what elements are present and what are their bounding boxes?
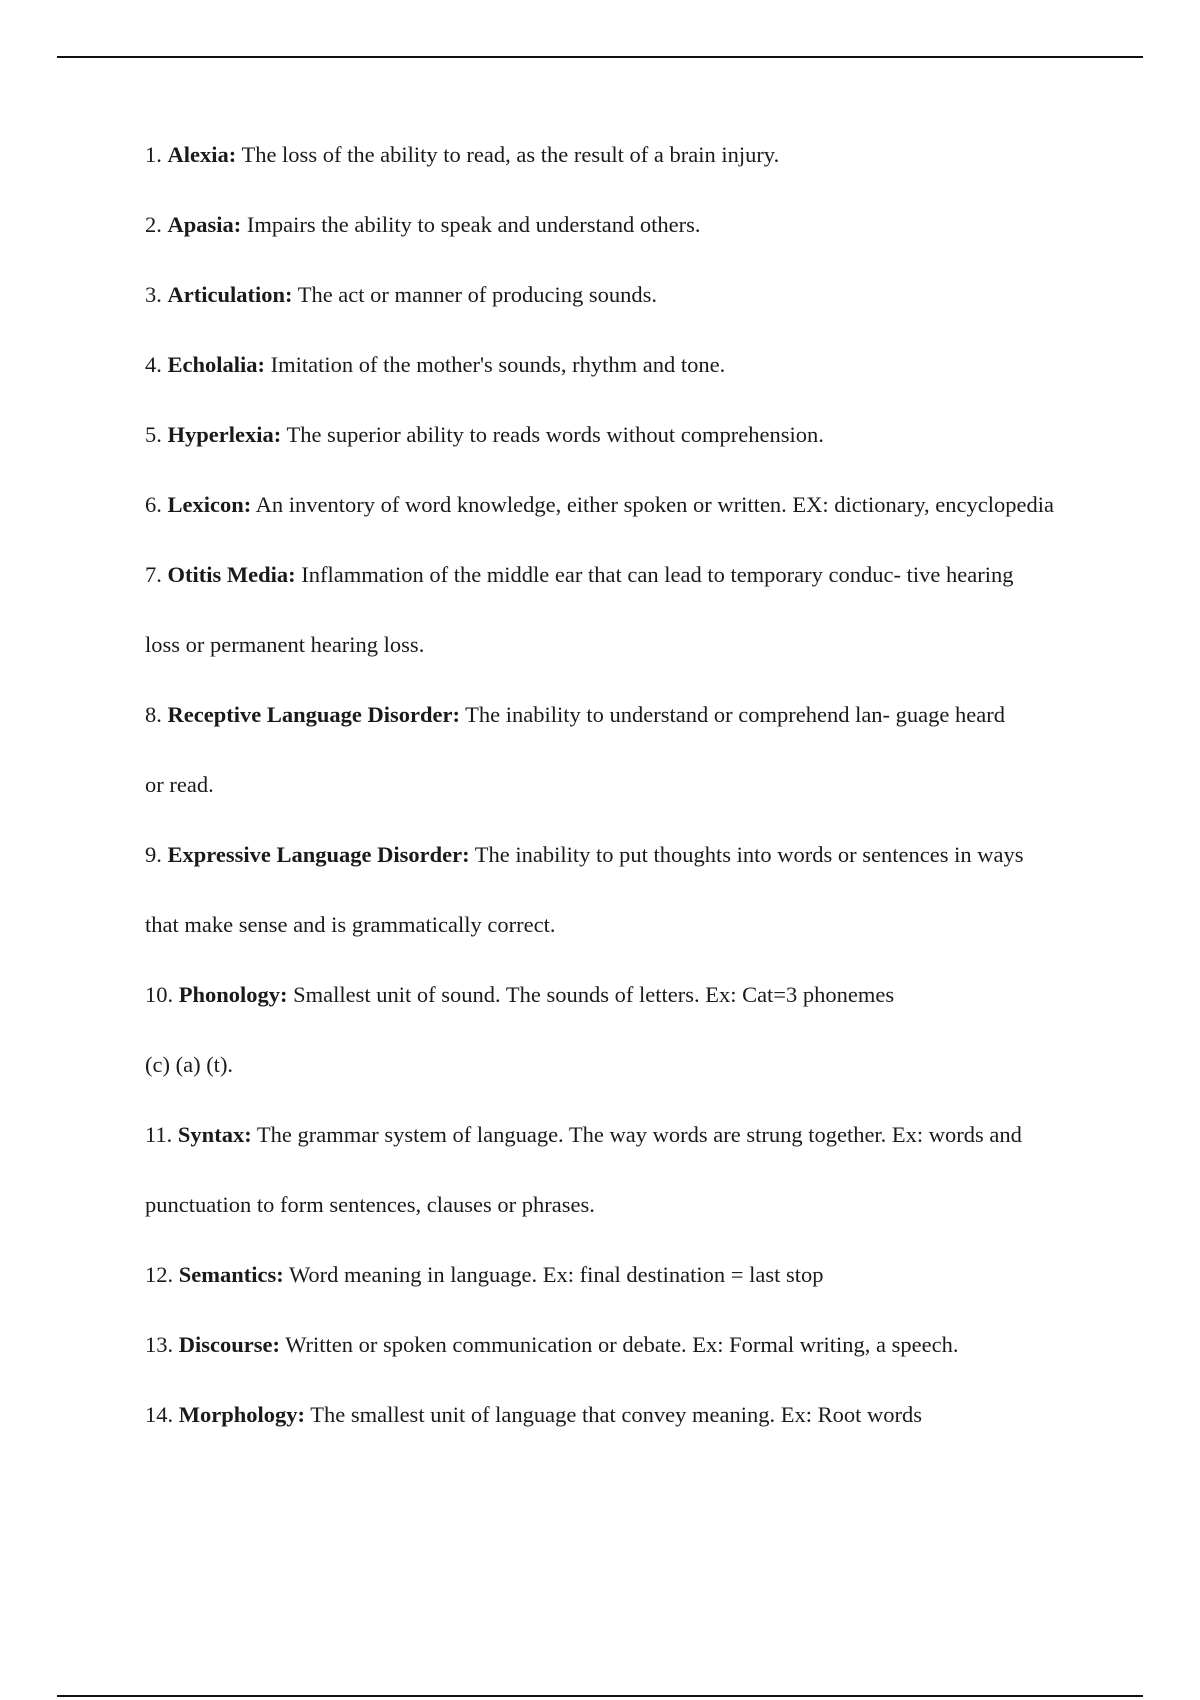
list-item	[145, 558, 1105, 628]
item-continuation: loss or permanent hearing loss.	[145, 632, 425, 657]
item-continuation: that make sense and is grammatically correct.	[145, 912, 556, 937]
item-definition: Word meaning in language. Ex: final destination = last stop	[283, 1262, 824, 1287]
item-definition: The grammar system of language. The way words are strung together. Ex: words and	[251, 1122, 1022, 1147]
item-definition: Impairs the ability to speak and understand others.	[241, 212, 701, 237]
item-number: 8.	[145, 702, 162, 727]
list-item	[145, 138, 1105, 208]
item-term: Hyperlexia:	[167, 422, 282, 447]
list-item	[145, 1118, 1105, 1188]
list-item	[145, 1328, 1105, 1398]
item-number: 5.	[145, 422, 162, 447]
item-number: 10.	[145, 982, 174, 1007]
item-number: 12.	[145, 1262, 174, 1287]
item-number: 13.	[145, 1332, 174, 1357]
item-number: 4.	[145, 352, 162, 377]
item-term: Expressive Language Disorder:	[167, 842, 470, 867]
item-definition: The inability to understand or comprehend lan- guage heard	[459, 702, 1005, 727]
item-definition: An inventory of word knowledge, either spoken or written. EX: dictionary, encyclopedia	[251, 492, 1054, 517]
glossary-list	[145, 138, 1105, 1468]
item-number: 9.	[145, 842, 162, 867]
item-continuation: (c) (a) (t).	[145, 1052, 234, 1077]
bottom-rule	[57, 1695, 1143, 1697]
item-number: 1.	[145, 142, 162, 167]
list-item	[145, 208, 1105, 278]
item-number: 3.	[145, 282, 162, 307]
item-definition: Written or spoken communication or debate. Ex: Formal writing, a speech.	[279, 1332, 959, 1357]
item-definition: Inflammation of the middle ear that can lead to temporary conduc- tive hearing	[295, 562, 1014, 587]
item-number: 7.	[145, 562, 162, 587]
list-item	[145, 488, 1105, 558]
item-term: Phonology:	[178, 982, 288, 1007]
list-item	[145, 698, 1105, 768]
item-term: Syntax:	[177, 1122, 252, 1147]
list-item	[145, 1258, 1105, 1328]
item-continuation: punctuation to form sentences, clauses or phrases.	[145, 1192, 595, 1217]
top-rule	[57, 56, 1143, 58]
item-term: Alexia:	[167, 142, 237, 167]
item-definition: The inability to put thoughts into words or sentences in ways	[469, 842, 1024, 867]
item-term: Lexicon:	[167, 492, 252, 517]
item-definition: The act or manner of producing sounds.	[292, 282, 657, 307]
item-term: Morphology:	[178, 1402, 305, 1427]
list-item	[145, 1398, 1105, 1468]
item-term: Semantics:	[178, 1262, 284, 1287]
item-term: Articulation:	[167, 282, 293, 307]
item-definition: The smallest unit of language that convey meaning. Ex: Root words	[305, 1402, 922, 1427]
item-definition: The loss of the ability to read, as the result of a brain injury.	[236, 142, 780, 167]
item-continuation: or read.	[145, 772, 214, 797]
item-term: Discourse:	[178, 1332, 280, 1357]
item-term: Apasia:	[167, 212, 242, 237]
item-definition: Imitation of the mother's sounds, rhythm and tone.	[265, 352, 726, 377]
item-term: Receptive Language Disorder:	[167, 702, 460, 727]
list-item	[145, 348, 1105, 418]
item-number: 6.	[145, 492, 162, 517]
list-item	[145, 418, 1105, 488]
list-item	[145, 278, 1105, 348]
item-definition: Smallest unit of sound. The sounds of letters. Ex: Cat=3 phonemes	[287, 982, 895, 1007]
item-term: Echolalia:	[167, 352, 266, 377]
item-number: 2.	[145, 212, 162, 237]
item-number: 14.	[145, 1402, 174, 1427]
list-item	[145, 978, 1105, 1048]
item-term: Otitis Media:	[167, 562, 296, 587]
list-item	[145, 838, 1105, 908]
item-definition: The superior ability to reads words without comprehension.	[281, 422, 824, 447]
item-number: 11.	[145, 1122, 173, 1147]
